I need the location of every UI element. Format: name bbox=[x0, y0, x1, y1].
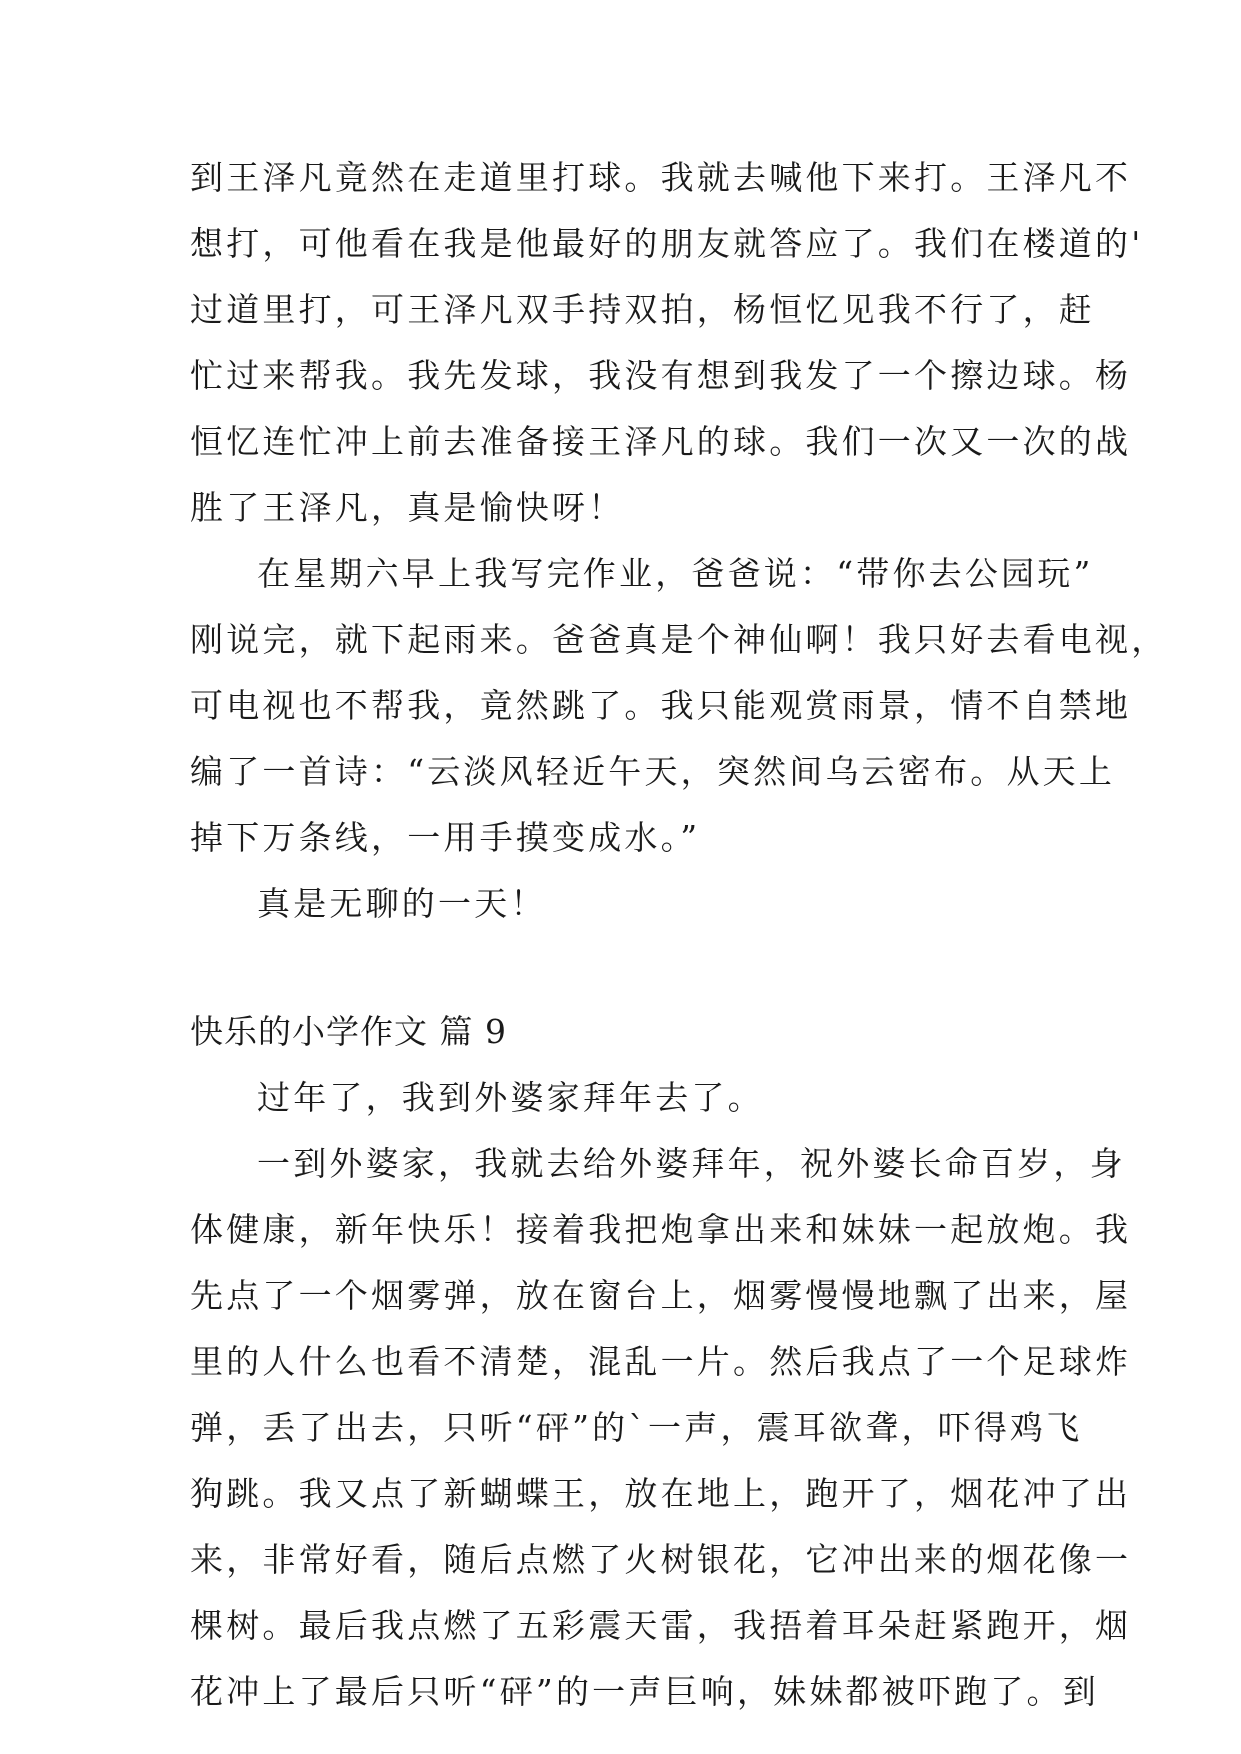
text-line: 到王泽凡竟然在走道里打球。我就去喊他下来打。王泽凡不 bbox=[190, 158, 1132, 197]
text-line: 胜了王泽凡，真是愉快呀！ bbox=[190, 488, 625, 527]
text-line: 体健康，新年快乐！接着我把炮拿出来和妹妹一起放炮。我 bbox=[190, 1210, 1132, 1249]
text-line: 一到外婆家，我就去给外婆拜年，祝外婆长命百岁，身 bbox=[257, 1144, 1126, 1183]
text-line: 可电视也不帮我，竟然跳了。我只能观赏雨景，情不自禁地 bbox=[190, 686, 1132, 725]
text-line: 恒忆连忙冲上前去准备接王泽凡的球。我们一次又一次的战 bbox=[190, 422, 1132, 461]
text-line: 编了一首诗：“云淡风轻近午天，突然间乌云密布。从天上 bbox=[190, 752, 1116, 791]
text-line: 想打，可他看在我是他最好的朋友就答应了。我们在楼道的' bbox=[190, 224, 1144, 263]
closing-line: 真是无聊的一天！ bbox=[257, 884, 547, 923]
intro-line: 过年了，我到外婆家拜年去了。 bbox=[257, 1078, 764, 1117]
section-title: 快乐的小学作文 篇 9 bbox=[190, 1012, 507, 1051]
text-line: 花冲上了最后只听“砰”的一声巨响，妹妹都被吓跑了。到 bbox=[190, 1672, 1099, 1711]
text-line: 狗跳。我又点了新蝴蝶王，放在地上，跑开了，烟花冲了出 bbox=[190, 1474, 1132, 1513]
text-line: 来，非常好看，随后点燃了火树银花，它冲出来的烟花像一 bbox=[190, 1540, 1132, 1579]
text-line: 里的人什么也看不清楚，混乱一片。然后我点了一个足球炸 bbox=[190, 1342, 1132, 1381]
text-line: 先点了一个烟雾弹，放在窗台上，烟雾慢慢地飘了出来，屋 bbox=[190, 1276, 1132, 1315]
text-line: 刚说完，就下起雨来。爸爸真是个神仙啊！我只好去看电视， bbox=[190, 620, 1168, 659]
text-line: 在星期六早上我写完作业，爸爸说：“带你去公园玩” bbox=[257, 554, 1094, 593]
text-line: 过道里打，可王泽凡双手持双拍，杨恒忆见我不行了，赶 bbox=[190, 290, 1095, 329]
text-line: 弹，丢了出去，只听“砰”的`一声，震耳欲聋，吓得鸡飞 bbox=[190, 1408, 1083, 1447]
text-line: 忙过来帮我。我先发球，我没有想到我发了一个擦边球。杨 bbox=[190, 356, 1132, 395]
text-line: 掉下万条线，一用手摸变成水。” bbox=[190, 818, 701, 857]
text-line: 棵树。最后我点燃了五彩震天雷，我捂着耳朵赶紧跑开，烟 bbox=[190, 1606, 1132, 1645]
